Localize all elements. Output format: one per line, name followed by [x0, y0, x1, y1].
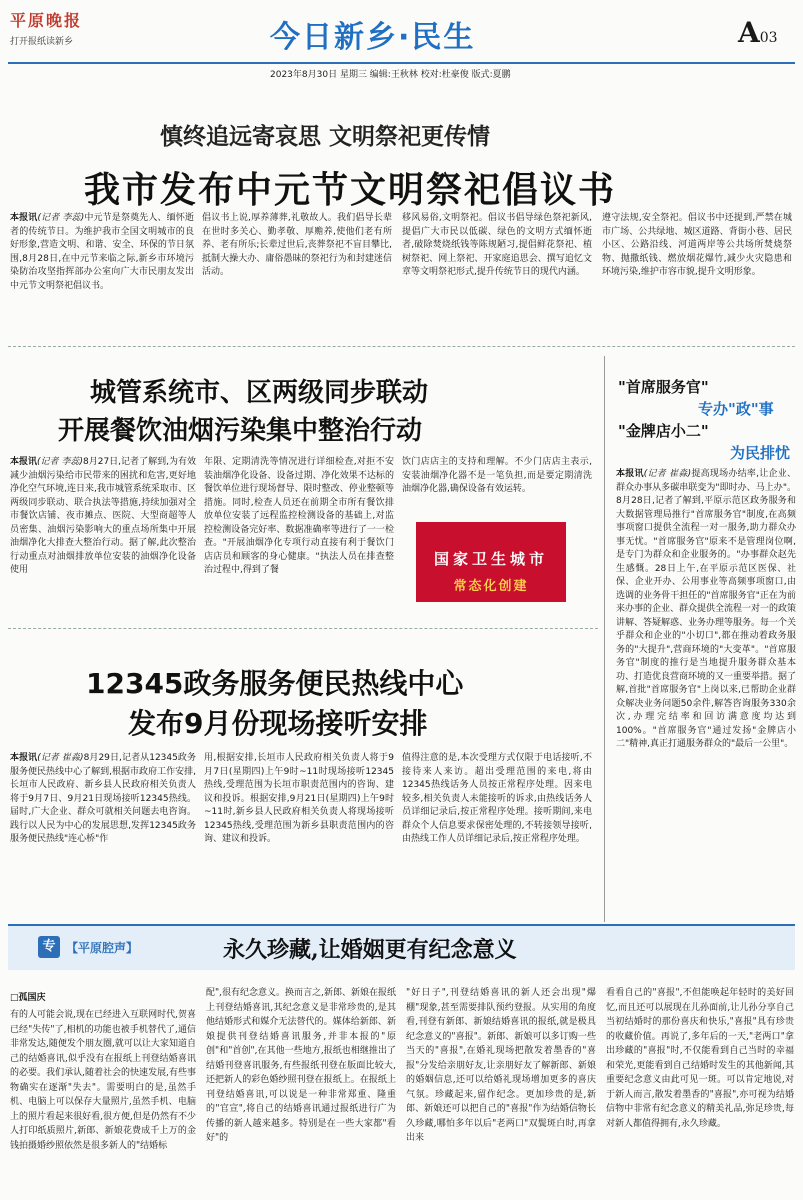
byline-author: (记者 李蕊) — [37, 213, 85, 223]
article2-col3: 饮门店店主的支持和理解。不少门店店主表示,安装油烟净化器不是一笔负担,而是要定期清洗油烟净化器,确保设备有效运转。 — [402, 457, 592, 494]
national-health-city-banner — [416, 522, 566, 602]
divider — [8, 628, 598, 629]
sidebar-body — [616, 468, 796, 914]
byline-author: (记者 李蕊) — [37, 457, 83, 467]
sidebar-title-b: 专办"政"事 — [698, 400, 774, 418]
article1-col3: 移风易俗,文明祭祀。倡议书倡导绿色祭祀新风,提倡广大市民以低碳、绿色的文明方式缅怀逝者,破除焚烧纸钱等陈规陋习,提倡鲜花祭祀、植树祭祀、网上祭祀、开家庭追思会、撰写追忆文章等文明祭祀形式,提升传统节日的现代内涵。 — [402, 213, 592, 277]
sidebar-title-a: "首席服务官" — [618, 378, 709, 396]
article2-headline-1: 城管系统市、区两级同步联动 — [90, 378, 429, 408]
article3-headline-2: 发布9月份现场接听安排 — [128, 707, 428, 740]
divider — [8, 346, 795, 347]
column-separator — [604, 356, 605, 922]
byline-lead: 本报讯 — [616, 469, 644, 479]
article1-text: 中元节是祭奠先人、缅怀逝者的传统节日。为维护我市全国文明城市的良好形象,营造文明、和谐、安全、环保的节日氛围,8月28日,在中元节来临之际,新乡市环境污染防治攻坚指挥部办公室向广大市民朋友发出中元节文明祭祀倡议书。 — [10, 213, 194, 291]
article2-text: 8月27日,记者了解到,为有效减少油烟污染给市民带来的困扰和危害,更好地净化空气环境,连日来,我市城管系统采取市、区两级同步联动、联合执法等措施,持续加强对全市餐饮店铺、夜市摊点、医院、大型商超等人员密集、油烟污染影响大的重点场所集中开展油烟净化大排查大整治行动。据了解,此次整治行动重点对油烟排放单位安装的油烟净化设备使用 — [10, 457, 196, 575]
masthead-rule — [8, 62, 795, 64]
section-title: 今日新乡·民生 — [270, 20, 476, 55]
byline-author: (记者 崔淼) — [643, 469, 692, 479]
article3-headline-1: 12345政务服务便民热线中心 — [86, 667, 464, 700]
article1-kicker: 慎终追远寄哀思 文明祭祀更传情 — [160, 123, 491, 150]
article3-col2: 用,根据安排,长垣市人民政府相关负责人将于9月7日(星期四)上午9时~11时现场接听12345热线,受理范围为长垣市职责范围内的咨询、建议和投诉。根据安排,9月21日(星期四)上午9时~11时,新乡县人民政府相关负责人将现场接听12345热线,受理范围为新乡县职责范围内的咨询、建议和投诉。 — [204, 753, 394, 844]
banner-line2: 常态化创建 — [453, 579, 529, 594]
essay-title: 永久珍藏,让婚姻更有纪念意义 — [223, 937, 517, 963]
essay-col4: 看看自己的"喜报",不但能唤起年轻时的美好回忆,而且还可以展现在儿孙面前,让儿孙分享自己当初结婚时的那份喜庆和快乐,"喜报"具有珍贵的收藏价值。再说了,多年后的一天,"老两口"拿出珍藏的"喜报"时,不仅能看到自己当时的幸福和荣光,更能看到自己结婚时发生的其他新闻,其重要纪念意义由此可见一斑。可以肯定地说,对于新人而言,散发着墨香的"喜报",亦可视为结婚信物中非常有纪念意义的精美礼品,弥足珍贵,每对新人都值得拥有,永久珍藏。 — [606, 988, 794, 1129]
article3-col3: 值得注意的是,本次受理方式仅限于电话接听,不接待来人来访。超出受理范围的来电,将由12345热线话务人员按正常程序处理。因来电较多,相关负责人未能接听的诉求,由热线话务人员详细记录后,按正常程序处理。接听期间,来电群众个人信息要求保密处理的,不转接领导接听,由热线工作人员详细记录后,按正常程序处理。 — [402, 753, 592, 844]
article1-col1 — [10, 212, 194, 332]
article1-col4: 遵守法规,安全祭祀。倡议书中还提到,严禁在城市广场、公共绿地、城区道路、背街小巷、居民小区、公路沿线、河道两岸等公共场所焚烧祭物、抛撒纸钱、燃放烟花爆竹,减少火灾隐患和环境污染,维护市容市貌,提升文明形象。 — [602, 213, 792, 277]
article3-text: 8月29日,记者从12345政务服务便民热线中心了解到,根据市政府工作安排,长垣市人民政府、新乡县人民政府相关负责人将于9月7日、9月21日现场接听12345热线。届时,广大企业、群众可就相关问题去电咨询。践行以人民为中心的发展思想,发挥12345政务服务便民热线"连心桥"作 — [10, 753, 196, 844]
sidebar-text: 提高现场办结率,让企业、群众办事从多碳串联变为"即时办、马上办"。8月28日,记者了解到,平原示范区政务服务和大数据管理局推行"首席服务官"制度,在高频事项窗口提供全流程一对一服务,助力群众办事无忧。"首席服务官"原来不是管理岗位啊,是专门为群众和企业服务的。"办事群众赵先生感慨。28日上午,在平原示范区医保、社保、企业开办、公用事业等高频事项窗口,由选调的业务骨干担任的"首席服务官"正在为前来办事的企业、群众提供全流程一对一的政策讲解、答疑解惑、业务办理等服务。每一个关乎群众和企业的"小切口",都在推动着政务服务的"大提升",营商环境的"大变革"。"首席服务官"制度的推行是当地提升服务群众基本功、打造优良营商环境的又一重要举措。据了解,首批"首席服务官"上岗以来,已帮助企业群众解决业务问题50余件,解答咨询服务330余次,办理完结率和回访满意度均达到100%。"首席服务官"通过发扬"金牌店小二"精神,真正打通服务群众的"最后一公里"。 — [616, 469, 796, 749]
paper-logo: 平原晚报 — [10, 11, 83, 30]
column-icon: 专 — [38, 936, 60, 958]
page-number — [738, 16, 778, 49]
article1-col2: 倡议书上说,厚养薄葬,礼敬故人。我们倡导长辈在世时多关心、勤孝敬、厚赡养,使他们老有所养、老有所乐;长辈过世后,丧葬祭祀不盲目攀比,抵制大操大办、庸俗愚昧的祭祀行为和封建迷信活动。 — [202, 213, 392, 277]
article2-col1 — [10, 456, 196, 604]
article2-headline-2: 开展餐饮油烟污染集中整治行动 — [58, 416, 423, 446]
masthead — [0, 0, 803, 62]
column-header — [8, 924, 795, 970]
byline-lead: 本报讯 — [10, 753, 38, 763]
article2-col2: 年限、定期清洗等情况进行详细检查,对拒不安装油烟净化设备、设备过期、净化效果不达标的餐饮单位进行现场督导、限时整改、停业整顿等措施。同时,检查人员还在前期全市所有餐饮排放单位安装了远程监控检测设备的基础上,对监控检测设备完好率、数据准确率等进行了一一检查。"开展油烟净化专项行动直接有利于餐饮门店店员和顾客的身心健康。"执法人员在排查整治过程中,得到了餐 — [204, 457, 394, 575]
column-tag: 【平原腔声】 — [66, 941, 139, 955]
essay-byline: □孤国庆 — [10, 993, 46, 1003]
dateline: 2023年8月30日 星期三 编辑:王秋林 校对:杜豪俊 版式:夏鹏 — [270, 70, 511, 80]
essay-col3: "好日子",刊登结婚喜讯的新人还会出现"爆棚"现象,甚至需要排队预约登报。从实用的角度看,刊登有新郎、新娘结婚喜讯的报纸,就是极具纪念意义的"喜报"。新郎、新娘可以多订购一些当天的"喜报",在婚礼现场把散发着墨香的"喜报"分发给亲朋好友,让亲朋好友了解新郎、新娘的婚姻信息,还可以给婚礼现场增加更多的喜庆气氛。珍藏起来,留作纪念。更加珍贵的是,新郎、新娘还可以把自己的"喜报"作为结婚信物长久珍藏,哪怕多年以后"老两口"双鬓斑白时,再拿出来 — [406, 988, 596, 1143]
sidebar-title-c: "金牌店小二" — [618, 422, 709, 440]
paper-slogan: 打开报纸读新乡 — [10, 37, 74, 47]
page-letter: A — [738, 16, 760, 49]
essay-col1: 有的人可能会说,现在已经进入互联网时代,贺喜已经"失传"了,相机的功能也被手机替代了,通信非常发达,随便发个朋友圈,就可以让大家知道自己的结婚喜讯,似乎没有在报纸上刊登结婚喜讯的必要。我们承认,随着社会的快速发展,有些事物确实在逐渐"失去"。需要明白的是,虽然手机、电脑上可以保存大量照片,虽然手机、电脑上的照片看起来很好看,很方便,但是仍然有不少人打印纸质照片,新郎、新娘花费成千上万的金钱拍摄婚纱照依然是很多新人的"结婚标 — [10, 1010, 196, 1151]
article3-col1 — [10, 752, 196, 918]
byline-lead: 本报讯 — [10, 213, 38, 223]
banner-line1: 国家卫生城市 — [433, 550, 548, 568]
page-digits: 03 — [759, 30, 778, 46]
sidebar-title-d: 为民排忧 — [730, 444, 791, 462]
byline-lead: 本报讯 — [10, 457, 38, 467]
article1-headline: 我市发布中元节文明祭祀倡议书 — [84, 170, 617, 211]
essay-col2: 配",很有纪念意义。换而言之,新郎、新娘在报纸上刊登结婚喜讯,其纪念意义是非常珍贵的,是其他结婚形式和媒介无法替代的。媒体给新郎、新娘提供刊登结婚喜讯服务,并非本报的"原创"和"首创",在其他一些地方,报纸也相继推出了结婚刊登喜讯服务,有些报纸刊登在版面比较大,还把新人的彩色婚纱照刊登在报纸上。在报纸上刊登结婚喜讯,可以说是一种非常郑重、隆重的"官宣",将自己的结婚喜讯通过报纸进行广为传播的新人越来越多。特别是在一些大家都"看好"的 — [206, 988, 396, 1143]
byline-author: (记者 崔淼) — [37, 753, 84, 763]
